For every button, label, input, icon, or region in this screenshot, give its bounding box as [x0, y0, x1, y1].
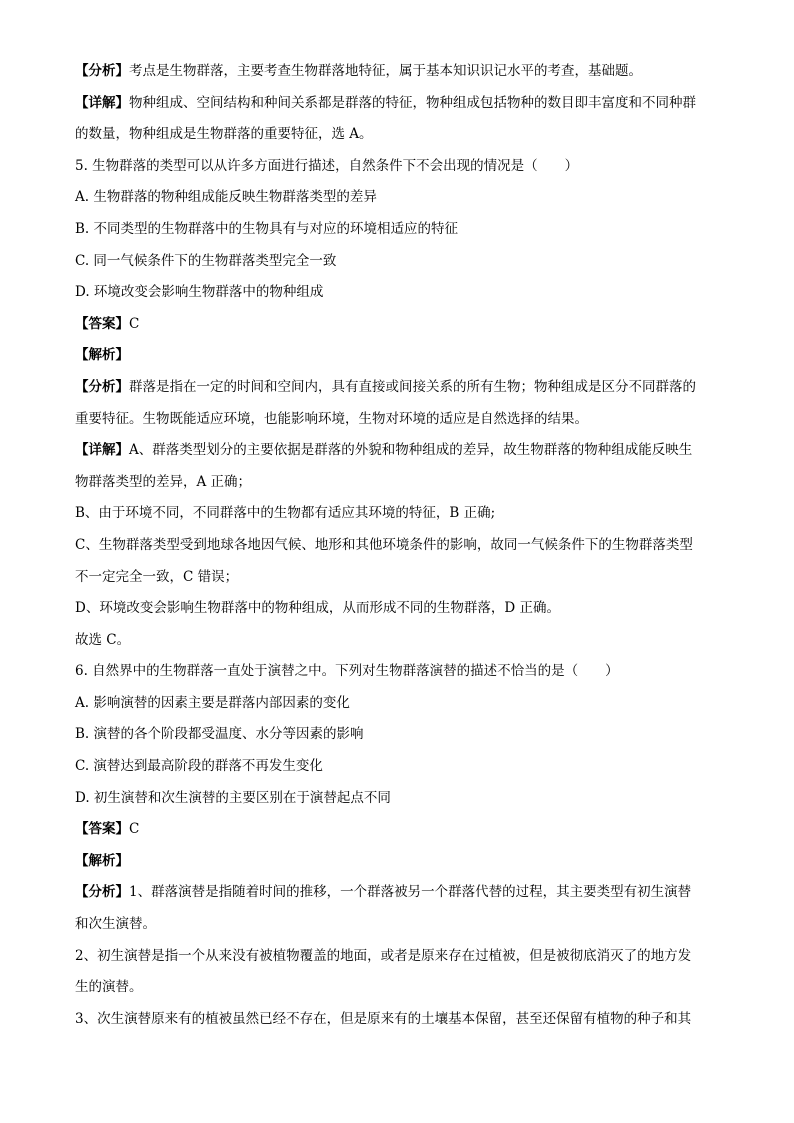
- text-line: [75, 1008, 725, 1030]
- text-line: [75, 566, 725, 588]
- text-line: [75, 186, 725, 208]
- text-line: [75, 60, 725, 82]
- line-text: 3、次生演替原来有的植被虽然已经不存在，但是原来有的土壤基本保留，甚至还保留有植物的种子和其: [75, 1010, 692, 1027]
- section-tag: 【详解】: [75, 94, 129, 111]
- line-text: A. 影响演替的因素主要是群落内部因素的变化: [75, 694, 350, 711]
- line-text: 物种组成、空间结构和种间关系都是群落的特征，物种组成包括物种的数目即丰富度和不同种群: [129, 94, 696, 111]
- text-line: [75, 850, 725, 872]
- line-text: 和次生演替。: [75, 916, 156, 933]
- line-text: D. 环境改变会影响生物群落中的物种组成: [75, 284, 324, 301]
- text-line: [75, 534, 725, 556]
- text-line: [75, 692, 725, 714]
- line-text: B、由于环境不同，不同群落中的生物都有适应其环境的特征，B 正确;: [75, 505, 496, 522]
- text-line: [75, 881, 725, 903]
- section-tag: 【分析】: [75, 884, 129, 901]
- text-line: [75, 597, 725, 619]
- line-text: A、群落类型划分的主要依据是群落的外貌和物种组成的差异，故生物群落的物种组成能反映生: [129, 442, 693, 459]
- text-line: [75, 471, 725, 493]
- text-line: [75, 976, 725, 998]
- line-text: 群落是指在一定的时间和空间内，具有直接或间接关系的所有生物；物种组成是区分不同群落的: [129, 378, 696, 395]
- text-line: [75, 439, 725, 461]
- text-line: [75, 945, 725, 967]
- line-text: 物群落类型的差异，A 正确；: [75, 473, 252, 490]
- text-line: [75, 313, 725, 335]
- text-line: [75, 281, 725, 303]
- section-tag: 【解析】: [75, 852, 129, 869]
- text-line: [75, 660, 725, 682]
- line-text: C. 演替达到最高阶段的群落不再发生变化: [75, 758, 323, 775]
- line-text: 重要特征。生物既能适应环境，也能影响环境，生物对环境的适应是自然选择的结果。: [75, 410, 588, 427]
- section-tag: 【答案】: [75, 821, 129, 838]
- section-tag: 【详解】: [75, 442, 129, 459]
- line-text: 6. 自然界中的生物群落一直处于演替之中。下列对生物群落演替的描述不恰当的是（ ）: [75, 663, 619, 680]
- text-line: [75, 155, 725, 177]
- text-line: [75, 913, 725, 935]
- text-line: [75, 344, 725, 366]
- line-text: C. 同一气候条件下的生物群落类型完全一致: [75, 252, 337, 269]
- line-text: C: [129, 821, 140, 838]
- line-text: 2、初生演替是指一个从来没有被植物覆盖的地面，或者是原来存在过植被，但是被彻底消灭了的地方发: [75, 947, 692, 964]
- line-text: 5. 生物群落的类型可以从许多方面进行描述，自然条件下不会出现的情况是（ ）: [75, 157, 579, 174]
- line-text: 故选 C。: [75, 631, 131, 648]
- text-line: [75, 787, 725, 809]
- line-text: 的数量，物种组成是生物群落的重要特征，选 A。: [75, 126, 373, 143]
- section-tag: 【答案】: [75, 315, 129, 332]
- section-tag: 【分析】: [75, 63, 129, 79]
- text-line: [75, 250, 725, 272]
- text-line: [75, 629, 725, 651]
- line-text: B. 不同类型的生物群落中的生物具有与对应的环境相适应的特征: [75, 220, 459, 237]
- line-text: 1、群落演替是指随着时间的推移，一个群落被另一个群落代替的过程，其主要类型有初生演替: [129, 884, 692, 901]
- document-page: [75, 60, 725, 1039]
- line-text: D. 初生演替和次生演替的主要区别在于演替起点不同: [75, 789, 391, 806]
- line-text: 考点是生物群落，主要考查生物群落地特征，属于基本知识识记水平的考查，基础题。: [129, 63, 642, 79]
- text-line: [75, 818, 725, 840]
- line-text: C: [129, 315, 140, 332]
- line-text: A. 生物群落的物种组成能反映生物群落类型的差异: [75, 189, 377, 206]
- line-text: C、生物群落类型受到地球各地因气候、地形和其他环境条件的影响，故同一气候条件下的生物群落类型: [75, 536, 693, 553]
- text-line: [75, 376, 725, 398]
- line-text: 不一定完全一致，C 错误；: [75, 568, 239, 585]
- section-tag: 【分析】: [75, 378, 129, 395]
- text-line: [75, 218, 725, 240]
- line-text: B. 演替的各个阶段都受温度、水分等因素的影响: [75, 726, 364, 743]
- text-line: [75, 123, 725, 145]
- text-line: [75, 408, 725, 430]
- text-line: [75, 755, 725, 777]
- line-text: D、环境改变会影响生物群落中的物种组成，从而形成不同的生物群落，D 正确。: [75, 600, 560, 617]
- section-tag: 【解析】: [75, 347, 129, 364]
- text-line: [75, 723, 725, 745]
- text-line: [75, 92, 725, 114]
- text-line: [75, 502, 725, 524]
- line-text: 生的演替。: [75, 979, 143, 996]
